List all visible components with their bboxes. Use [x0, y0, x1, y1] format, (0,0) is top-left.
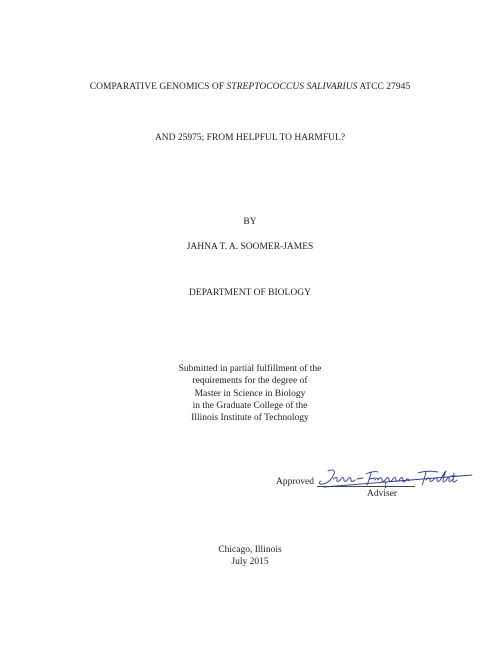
thesis-title-line-1 — [0, 81, 500, 93]
title-suffix: ATCC 27945 — [357, 82, 411, 92]
author-name: JAHNA T. A. SOOMER-JAMES — [186, 242, 314, 252]
city-text: Chicago, Illinois — [218, 545, 282, 555]
submission-line-3: Master in Science in Biology — [194, 388, 306, 399]
approval-block — [276, 466, 476, 502]
submission-line-4: in the Graduate College of the — [192, 400, 308, 411]
approved-label: Approved — [276, 477, 314, 487]
title-species-name: STREPTOCOCCUS SALIVARIUS — [226, 82, 358, 92]
title-prefix: COMPARATIVE GENOMICS OF — [89, 82, 227, 92]
submission-statement — [0, 363, 500, 424]
date-text: July 2015 — [231, 557, 269, 568]
adviser-label: Adviser — [367, 489, 398, 499]
submission-line-1: Submitted in partial fulfillment of the — [178, 364, 322, 374]
thesis-title-line-2: AND 25975; FROM HELPFUL TO HARMFUL? — [154, 133, 346, 143]
by-label: BY — [243, 217, 257, 227]
department-name: DEPARTMENT OF BIOLOGY — [189, 288, 311, 298]
submission-line-2: requirements for the degree of — [192, 376, 308, 387]
location-date-block — [0, 544, 500, 569]
submission-line-5: Illinois Institute of Technology — [191, 413, 309, 424]
